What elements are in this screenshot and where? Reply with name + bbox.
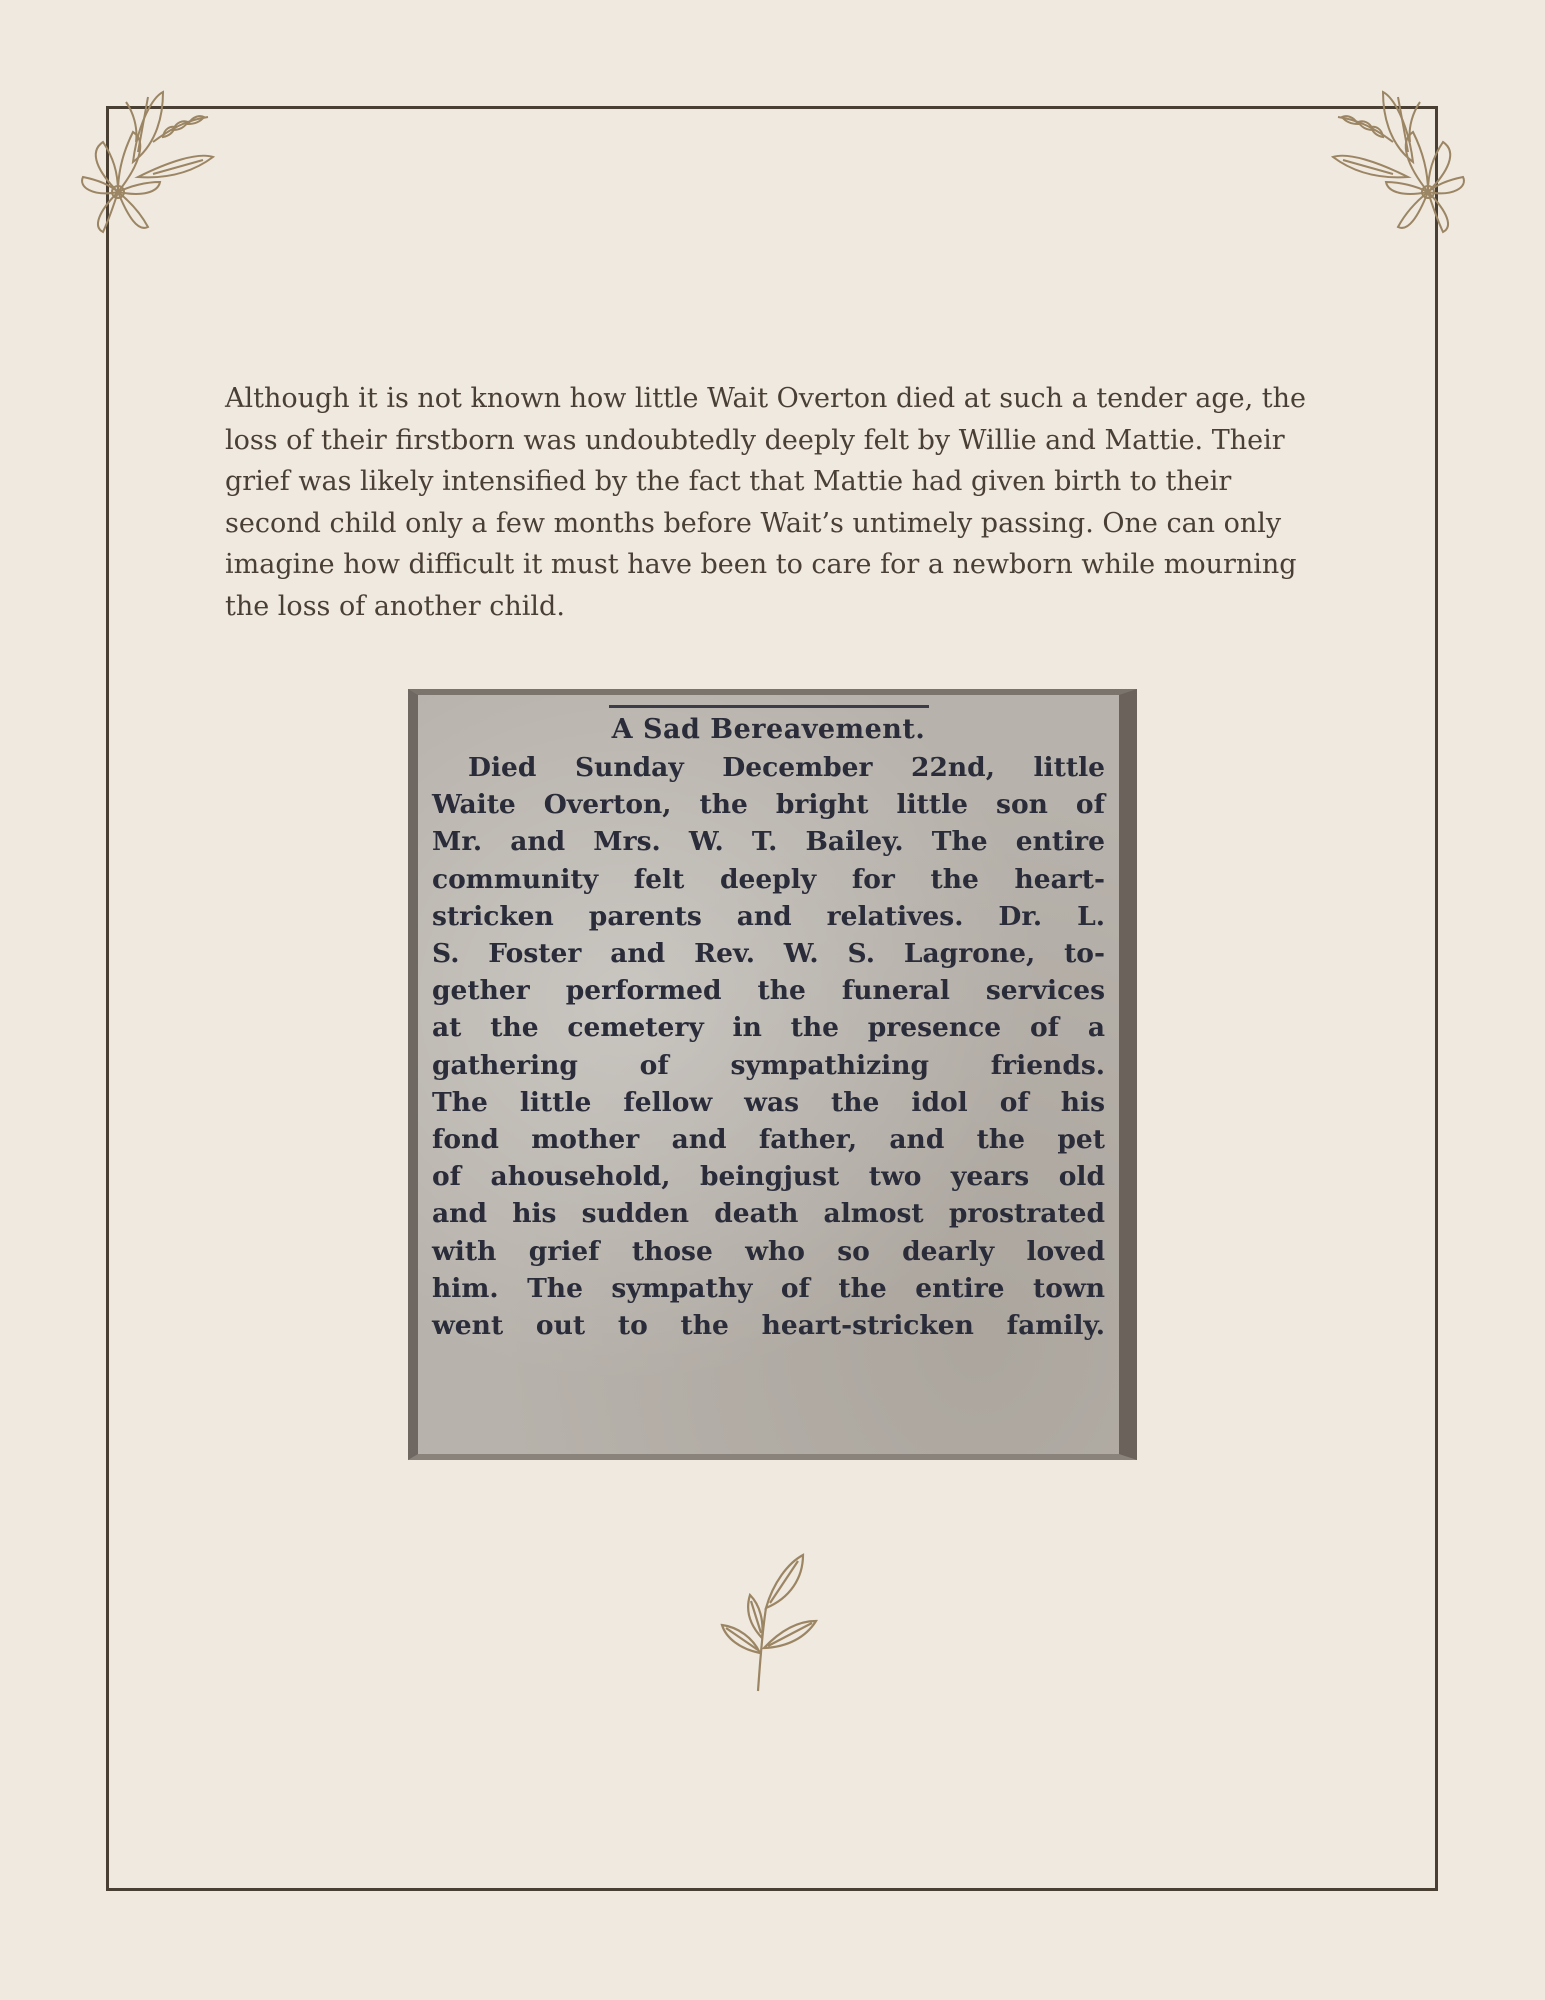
clipping-line: went out to the heart-stricken family. (432, 1310, 1105, 1342)
clipping-line: at the cemetery in the presence of a (432, 1012, 1105, 1044)
clipping-line: fond mother and father, and the pet (432, 1124, 1105, 1156)
clipping-line: S. Foster and Rev. W. S. Lagrone, to- (432, 938, 1105, 970)
clipping-line: Waite Overton, the bright little son of (432, 789, 1105, 821)
clipping-line: gathering of sympathizing friends. (432, 1049, 1105, 1081)
clipping-line: stricken parents and relatives. Dr. L. (432, 900, 1105, 932)
clipping-line: with grief those who so dearly loved (432, 1235, 1105, 1267)
clipping-top-rule (609, 705, 929, 708)
floral-corner-icon (78, 82, 228, 242)
clipping-line: community felt deeply for the heart- (432, 863, 1105, 895)
clipping-line: gether performed the funeral services (432, 975, 1105, 1007)
floral-corner-icon (1318, 82, 1468, 242)
newspaper-clipping (408, 689, 1137, 1460)
clipping-line: Died Sunday December 22nd, little (468, 752, 1105, 783)
intro-paragraph: Although it is not known how little Wait Overton died at such a tender age, the loss of their firstborn was undoubtedly deeply felt by Willie and Mattie. Their grief was likely intensified by the fact that Mattie had given birth to their second child only a few months before Wait’s untimely passing. One can only imagine how difficult it must have been to care for a newborn while mourning the loss of another child. (225, 383, 1307, 622)
clipping-body (432, 749, 1105, 1344)
leaf-sprig-icon (718, 1553, 824, 1693)
clipping-line: and his sudden death almost prostrated (432, 1198, 1105, 1230)
clipping-line: him. The sympathy of the entire town (432, 1272, 1105, 1304)
clipping-line: of ahousehold, beingjust two years old (432, 1161, 1105, 1193)
clipping-headline: A Sad Bereavement. (611, 714, 926, 745)
clipping-line: Mr. and Mrs. W. T. Bailey. The entire (432, 826, 1105, 858)
clipping-line: The little fellow was the idol of his (432, 1086, 1105, 1118)
